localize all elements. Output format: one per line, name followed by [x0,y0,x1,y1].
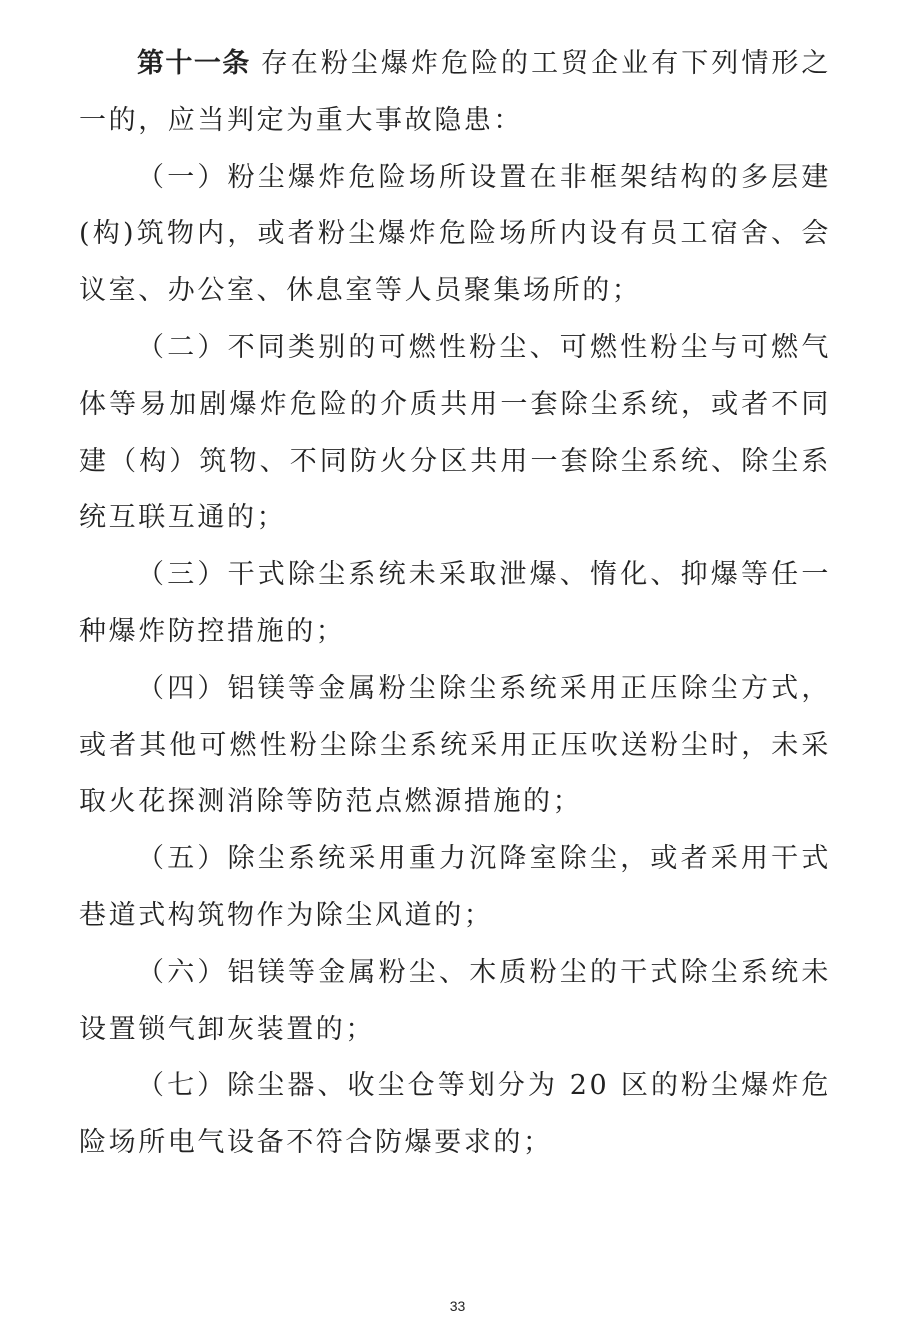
clause-4: （四）铝镁等金属粉尘除尘系统采用正压除尘方式，或者其他可燃性粉尘除尘系统采用正压吹送粉尘时，未采取火花探测消除等防范点燃源措施的； [79,672,831,818]
clause-2: （二）不同类别的可燃性粉尘、可燃性粉尘与可燃气体等易加剧爆炸危险的介质共用一套除尘系统，或者不同建（构）筑物、不同防火分区共用一套除尘系统、除尘系统互联互通的； [79,331,831,534]
clause-7: （七）除尘器、收尘仓等划分为 20 区的粉尘爆炸危险场所电气设备不符合防爆要求的； [79,1070,831,1159]
clause-5: （五）除尘系统采用重力沉降室除尘，或者采用干式巷道式构筑物作为除尘风道的； [79,843,831,931]
clause-6: （六）铝镁等金属粉尘、木质粉尘的干式除尘系统未设置锁气卸灰装置的； [79,956,831,1045]
article-heading: 第十一条 [137,48,251,79]
clause-3: （三）干式除尘系统未采取泄爆、惰化、抑爆等任一种爆炸防控措施的； [79,559,831,647]
page-number: 33 [449,1298,466,1314]
article-intro: 存在粉尘爆炸危险的工贸企业有下列情形之一的，应当判定为重大事故隐患： [79,48,831,136]
article-paragraph [79,36,831,150]
clause-1: （一）粉尘爆炸危险场所设置在非框架结构的多层建(构)筑物内，或者粉尘爆炸危险场所内设有员工宿舍、会议室、办公室、休息室等人员聚集场所的； [79,161,831,307]
document-body [79,36,831,1172]
